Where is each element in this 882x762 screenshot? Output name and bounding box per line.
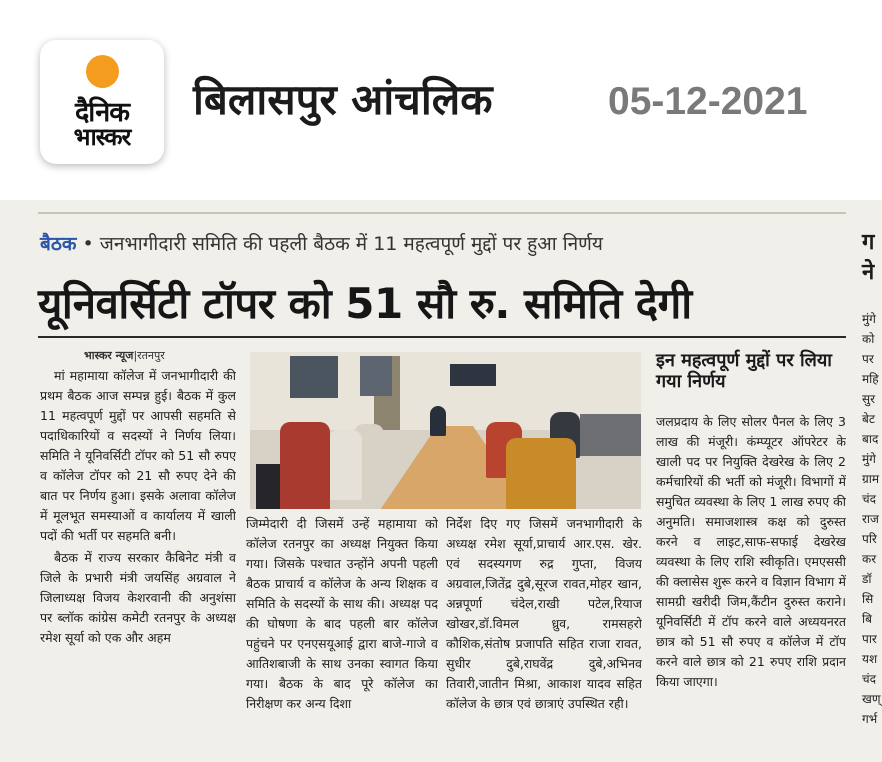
neighbor-line: पर [862, 352, 874, 366]
neighbor-line: यश [862, 652, 878, 666]
photo-person [280, 422, 330, 509]
neighbor-article-sliver [858, 226, 882, 762]
headline-rule [38, 336, 846, 338]
neighbor-line: बि [862, 612, 872, 626]
byline-source: भास्कर न्यूज [84, 349, 134, 362]
neighbor-line: परि [862, 532, 877, 546]
neighbor-line: खण् [862, 692, 881, 706]
neighbor-line: गर्भ [862, 712, 878, 726]
column-1-paragraph-2: बैठक में राज्य सरकार कैबिनेट मंत्री व जिले के प्रभारी मंत्री जयसिंह अग्रवाल ने जिलाध्यक्ष विजय केशरवानी की अनुशंसा पर ब्लॉक कांग्रेस कमेटी रतनपुर के अध्यक्ष रमेश सूर्या को एक और अहम [40, 550, 236, 645]
neighbor-line: को [862, 332, 875, 346]
neighbor-line: मुंगे [862, 312, 876, 326]
neighbor-heading-1: ग [862, 230, 875, 255]
neighbor-heading-2: ने [862, 260, 875, 285]
side-heading: इन महत्वपूर्ण मुद्दों पर लिया गया निर्णय [656, 350, 832, 392]
news-clipping [0, 200, 882, 762]
neighbor-line: ग्राम [862, 472, 880, 486]
article-column-4 [656, 412, 846, 758]
column-4-text: जलप्रदाय के लिए सोलर पैनल के लिए 3 लाख की मंजूरी। कंम्प्यूटर ऑपरेटर के खाली पद पर नियुक्ति देखरेख के लिए 2 कर्मचारियों की भर्ती को मंजूरी। विभागों में समुचित व्यवस्था के लिए 1 लाख रुपए की अनुमति। समाजशास्त्र कक्ष को दुरुस्त करने व लाइट,साफ-सफाई देखरेख व्यवस्था के लिए राशि स्वीकृति। एमएससी की क्लासेस शुरू करने व विज्ञान विभाग में सामग्री खरीदी जिम,कैंटीन दुरुस्त कराने। यूनिवर्सिटी में टॉप करने वाले अध्ययनरत छात्र को 51 सौ रुपए व कॉलेज में टॉप करने वाले छात्र को 21 रुपए राशि प्रदान किया जाएगा। [656, 414, 846, 689]
neighbor-line: पार [862, 632, 877, 646]
photo-person [506, 438, 576, 509]
neighbor-line: बाद [862, 432, 879, 446]
neighbor-line: महि [862, 372, 879, 386]
photo-sofa [580, 414, 641, 456]
photo-person [430, 406, 446, 436]
neighbor-line: चंद [862, 492, 876, 506]
photo-window [290, 356, 338, 398]
article-headline: यूनिवर्सिटी टॉपर को 51 सौ रु. समिति देगी [38, 279, 692, 328]
byline-place: रतनपुर [137, 349, 165, 362]
article-column-3 [446, 514, 642, 756]
neighbor-line: कर [862, 552, 877, 566]
kicker-text: जनभागीदारी समिति की पहली बैठक में 11 महत्वपूर्ण मुद्दों पर हुआ निर्णय [99, 233, 603, 255]
neighbor-line: सि [862, 592, 874, 606]
column-3-text: निर्देश दिए गए जिसमें जनभागीदारी के अध्यक्ष रमेश सूर्या,प्राचार्य आर.एस. खेर. एवं सदस्यगण रुद्र गुप्ता, विजय अग्रवाल,जितेंद्र दुबे,सूरज रावत,मोहर खान, अन्नपूर्णा चंदेल,राखी पटेल,रियाज खोखर,डॉ.विमल ध्रुव, रामसहरो कौशिक,संतोष प्रजापति सहित राजा रावत, सुधीर दुबे,राघवेंद्र दुबे,अभिनव तिवारी,जातीन मिश्रा, आकाश यादव सहित कॉलेज के छात्र एवं छात्राएं उपस्थित रही। [446, 516, 642, 711]
logo-line-2: भास्कर [73, 123, 131, 151]
column-1-paragraph-1: मां महामाया कॉलेज में जनभागीदारी की प्रथम बैठक आज सम्पन्न हुई। बैठक में कुल 11 महत्वपूर्ण मुद्दों पर आपसी सहमति से पदाधिकारियों व सदस्यों ने निर्णय लिया। समिति ने यूनिवर्सिटी टॉपर को 51 सौ रुपए व कॉलेज टॉपर को 21 सौ रुपए देने की बात पर निर्णय हुआ। इसके अलावा कॉलेज में मूलभूत समस्याओं व कार्यालय में खाली पदों की भर्ती पर सहमति बनी। [40, 368, 236, 543]
dainik-bhaskar-logo[interactable] [40, 40, 164, 164]
kicker-tag: बैठक [40, 233, 77, 255]
neighbor-line: डॉ [862, 572, 872, 586]
logo-line-1: दैनिक [74, 97, 130, 128]
neighbor-line: बेट [862, 412, 875, 426]
meeting-photo [250, 352, 641, 509]
edition-title: बिलासपुर आंचलिक [193, 75, 493, 124]
top-divider [38, 212, 846, 214]
photo-person [328, 430, 362, 500]
sun-icon [86, 55, 119, 88]
neighbor-line: सुर [862, 392, 876, 406]
byline: भास्कर न्यूज|रतनपुर [84, 349, 165, 362]
article-column-2 [246, 514, 438, 756]
article-column-1 [40, 366, 236, 756]
photo-board [450, 364, 496, 386]
app-header [0, 0, 882, 200]
edition-date: 05-12-2021 [608, 80, 808, 123]
neighbor-line: मुंगे [862, 452, 876, 466]
article-kicker [40, 230, 603, 256]
neighbor-line: राज [862, 512, 879, 526]
kicker-bullet: • [82, 233, 94, 255]
neighbor-line: चंद [862, 672, 876, 686]
photo-window [360, 356, 392, 396]
column-2-text: जिम्मेदारी दी जिसमें उन्हें महामाया को कॉलेज रतनपुर का अध्यक्ष नियुक्त किया गया। जिसके पश्चात उन्होंने अपनी पहली बैठक प्राचार्य व कॉलेज के अन्य शिक्षक व समिति के सदस्यों के साथ की। अध्यक्ष पद की घोषणा के बाद पहली बार कॉलेज पहुंचने पर एनएसयूआई द्वारा बाजे-गाजे व आतिशबाजी के साथ उनका स्वागत किया गया। बैठक के बाद पूरे कॉलेज का निरीक्षण कर अन्य दिशा [246, 516, 438, 711]
